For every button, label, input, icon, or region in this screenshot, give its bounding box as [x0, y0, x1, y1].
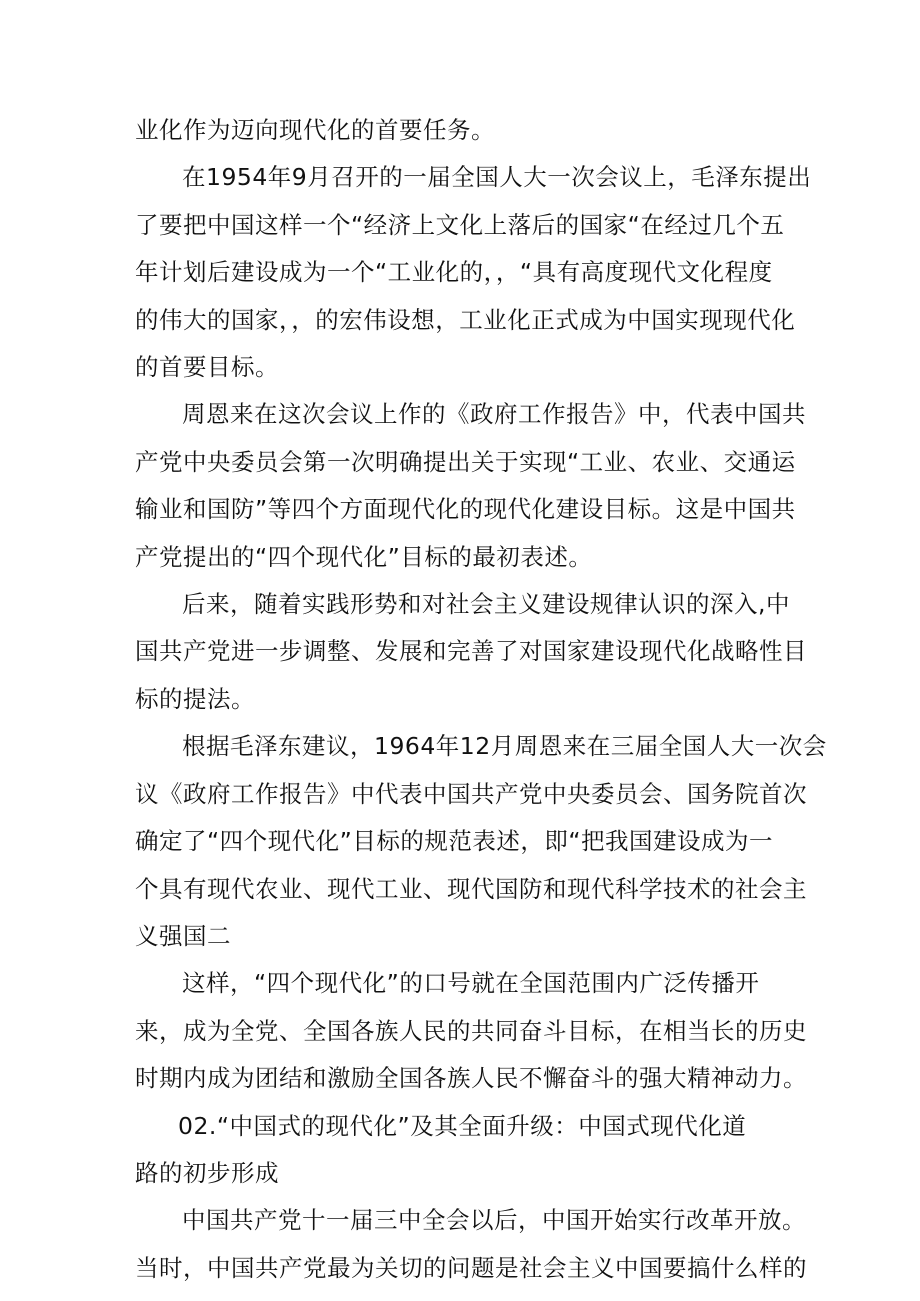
paragraph-start-line: 根据毛泽东建议，1964年12月周恩来在三届全国人大一次会: [182, 732, 827, 760]
text-line: 标的提法。: [135, 685, 255, 713]
text-line: 时期内成为团结和激励全国各族人民不懈奋斗的强大精神动力。: [135, 1064, 807, 1092]
paragraph-start-line: 在1954年9月召开的一届全国人大一次会议上，毛泽东提出: [182, 163, 812, 191]
text-line: 来，成为全党、全国各族人民的共同奋斗目标，在相当长的历史: [135, 1017, 807, 1045]
paragraph-start-line: 中国共产党十一届三中全会以后，中国开始实行改革开放。: [182, 1206, 806, 1234]
paragraph-start-line: 后来，随着实践形势和对社会主义建设规律认识的深入,中: [182, 590, 790, 618]
text-line: 年计划后建设成为一个“工业化的，，“具有高度现代文化程度: [135, 258, 773, 286]
text-line: 义强国二: [135, 922, 231, 950]
text-line: 当时，中国共产党最为关切的问题是社会主义中国要搞什么样的: [135, 1254, 807, 1282]
section-heading: 02.“中国式的现代化”及其全面升级：中国式现代化道: [178, 1112, 747, 1140]
paragraph-start-line: 这样，“四个现代化”的口号就在全国范围内广泛传播开: [182, 969, 760, 997]
text-line: 确定了“四个现代化”目标的规范表述，即“把我国建设成为一: [135, 827, 774, 855]
text-line: 的伟大的国家，，的宏伟设想，工业化正式成为中国实现现代化: [135, 306, 796, 334]
text-line: 产党中央委员会第一次明确提出关于实现“工业、农业、交通运: [135, 448, 796, 476]
paragraph-start-line: 周恩来在这次会议上作的《政府工作报告》中，代表中国共: [182, 400, 806, 428]
text-line: 的首要目标。: [135, 353, 279, 381]
text-line: 业化作为迈向现代化的首要任务。: [135, 116, 495, 144]
text-line: 国共产党进一步调整、发展和完善了对国家建设现代化战略性目: [135, 637, 807, 665]
text-line: 了要把中国这样一个“经济上文化上落后的国家“在经过几个五: [135, 211, 785, 239]
text-line: 产党提出的“四个现代化”目标的最初表述。: [135, 543, 593, 571]
text-line: 议《政府工作报告》中代表中国共产党中央委员会、国务院首次: [135, 780, 807, 808]
section-heading-continued: 路的初步形成: [135, 1159, 279, 1187]
text-line: 输业和国防”等四个方面现代化的现代化建设目标。这是中国共: [135, 495, 796, 523]
text-line: 个具有现代农业、现代工业、现代国防和现代科学技术的社会主: [135, 875, 807, 903]
